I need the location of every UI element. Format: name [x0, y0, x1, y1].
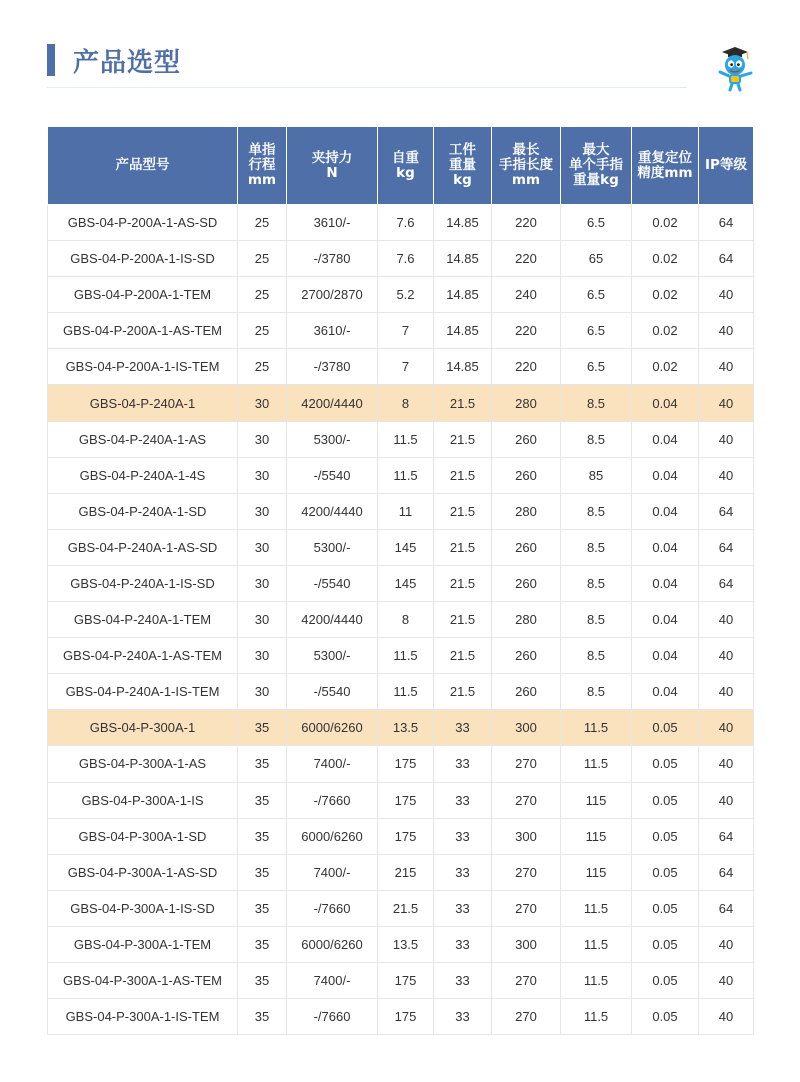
cell-grip-force: -/7660 [287, 890, 378, 926]
cell-workpiece-weight: 21.5 [434, 529, 492, 565]
cell-grip-force: 5300/- [287, 421, 378, 457]
cell-ip-rating: 64 [699, 890, 754, 926]
cell-max-finger-length: 260 [492, 457, 561, 493]
cell-grip-force: 5300/- [287, 529, 378, 565]
cell-self-weight: 175 [378, 746, 434, 782]
cell-model: GBS-04-P-200A-1-IS-TEM [48, 349, 238, 385]
cell-ip-rating: 40 [699, 638, 754, 674]
cell-ip-rating: 64 [699, 854, 754, 890]
cell-ip-rating: 40 [699, 962, 754, 998]
cell-max-finger-length: 220 [492, 205, 561, 241]
cell-max-finger-length: 260 [492, 638, 561, 674]
cell-grip-force: 3610/- [287, 313, 378, 349]
table-row [48, 205, 754, 241]
cell-workpiece-weight: 33 [434, 746, 492, 782]
cell-workpiece-weight: 14.85 [434, 349, 492, 385]
table-row [48, 277, 754, 313]
cell-ip-rating: 40 [699, 746, 754, 782]
cell-max-finger-length: 280 [492, 493, 561, 529]
cell-workpiece-weight: 33 [434, 854, 492, 890]
cell-stroke: 30 [238, 565, 287, 601]
cell-grip-force: 4200/4440 [287, 602, 378, 638]
cell-max-finger-weight: 8.5 [561, 674, 632, 710]
cell-max-finger-weight: 8.5 [561, 565, 632, 601]
cell-ip-rating: 40 [699, 674, 754, 710]
cell-max-finger-length: 260 [492, 674, 561, 710]
cell-self-weight: 21.5 [378, 890, 434, 926]
cell-workpiece-weight: 21.5 [434, 421, 492, 457]
cell-max-finger-weight: 8.5 [561, 385, 632, 421]
cell-stroke: 30 [238, 529, 287, 565]
cell-max-finger-weight: 8.5 [561, 638, 632, 674]
cell-max-finger-weight: 85 [561, 457, 632, 493]
cell-stroke: 25 [238, 205, 287, 241]
table-row [48, 818, 754, 854]
cell-max-finger-length: 260 [492, 529, 561, 565]
cell-max-finger-length: 240 [492, 277, 561, 313]
cell-workpiece-weight: 33 [434, 962, 492, 998]
cell-model: GBS-04-P-200A-1-AS-TEM [48, 313, 238, 349]
cell-max-finger-weight: 11.5 [561, 710, 632, 746]
cell-repeatability: 0.02 [632, 313, 699, 349]
col-header-model: 产品型号 [48, 127, 238, 205]
cell-max-finger-length: 270 [492, 890, 561, 926]
cell-max-finger-length: 270 [492, 999, 561, 1035]
cell-stroke: 30 [238, 674, 287, 710]
cell-model: GBS-04-P-240A-1-IS-TEM [48, 674, 238, 710]
cell-stroke: 35 [238, 746, 287, 782]
table-row [48, 421, 754, 457]
cell-stroke: 25 [238, 313, 287, 349]
cell-repeatability: 0.05 [632, 782, 699, 818]
cell-model: GBS-04-P-240A-1-IS-SD [48, 565, 238, 601]
cell-ip-rating: 40 [699, 602, 754, 638]
cell-model: GBS-04-P-300A-1-TEM [48, 926, 238, 962]
col-header-max-finger-length: 最长 手指长度 mm [492, 127, 561, 205]
cell-self-weight: 7 [378, 313, 434, 349]
cell-grip-force: 2700/2870 [287, 277, 378, 313]
cell-grip-force: 7400/- [287, 746, 378, 782]
cell-max-finger-weight: 8.5 [561, 602, 632, 638]
cell-model: GBS-04-P-240A-1-4S [48, 457, 238, 493]
cell-model: GBS-04-P-240A-1-SD [48, 493, 238, 529]
cell-model: GBS-04-P-200A-1-AS-SD [48, 205, 238, 241]
header-divider [47, 87, 687, 88]
cell-repeatability: 0.05 [632, 746, 699, 782]
cell-model: GBS-04-P-240A-1-TEM [48, 602, 238, 638]
cell-workpiece-weight: 21.5 [434, 457, 492, 493]
cell-max-finger-length: 220 [492, 313, 561, 349]
cell-repeatability: 0.04 [632, 385, 699, 421]
cell-max-finger-weight: 8.5 [561, 421, 632, 457]
cell-model: GBS-04-P-300A-1-AS [48, 746, 238, 782]
table-row [48, 999, 754, 1035]
cell-ip-rating: 64 [699, 818, 754, 854]
cell-grip-force: 4200/4440 [287, 385, 378, 421]
table-row [48, 674, 754, 710]
table-row [48, 565, 754, 601]
table-row [48, 457, 754, 493]
cell-max-finger-length: 270 [492, 962, 561, 998]
col-header-max-finger-weight: 最大 单个手指 重量kg [561, 127, 632, 205]
cell-repeatability: 0.05 [632, 854, 699, 890]
cell-model: GBS-04-P-300A-1 [48, 710, 238, 746]
table-row [48, 962, 754, 998]
cell-self-weight: 175 [378, 782, 434, 818]
cell-ip-rating: 40 [699, 349, 754, 385]
cell-grip-force: 5300/- [287, 638, 378, 674]
cell-workpiece-weight: 21.5 [434, 385, 492, 421]
table-row [48, 746, 754, 782]
cell-stroke: 25 [238, 277, 287, 313]
col-header-stroke: 单指 行程 mm [238, 127, 287, 205]
cell-repeatability: 0.04 [632, 565, 699, 601]
cell-model: GBS-04-P-200A-1-IS-SD [48, 241, 238, 277]
cell-repeatability: 0.05 [632, 926, 699, 962]
cell-model: GBS-04-P-300A-1-SD [48, 818, 238, 854]
cell-self-weight: 11.5 [378, 421, 434, 457]
cell-grip-force: -/7660 [287, 782, 378, 818]
cell-repeatability: 0.04 [632, 421, 699, 457]
cell-model: GBS-04-P-300A-1-AS-SD [48, 854, 238, 890]
cell-max-finger-length: 300 [492, 926, 561, 962]
cell-max-finger-weight: 6.5 [561, 349, 632, 385]
cell-grip-force: -/3780 [287, 349, 378, 385]
table-row [48, 313, 754, 349]
cell-ip-rating: 40 [699, 782, 754, 818]
cell-ip-rating: 40 [699, 421, 754, 457]
cell-self-weight: 145 [378, 529, 434, 565]
title-accent-bar [47, 44, 55, 76]
cell-ip-rating: 40 [699, 926, 754, 962]
cell-stroke: 30 [238, 385, 287, 421]
table-row [48, 782, 754, 818]
cell-max-finger-length: 260 [492, 565, 561, 601]
cell-self-weight: 145 [378, 565, 434, 601]
cell-repeatability: 0.04 [632, 674, 699, 710]
cell-self-weight: 11.5 [378, 638, 434, 674]
cell-ip-rating: 64 [699, 565, 754, 601]
cell-self-weight: 175 [378, 999, 434, 1035]
cell-repeatability: 0.02 [632, 277, 699, 313]
cell-self-weight: 215 [378, 854, 434, 890]
cell-model: GBS-04-P-240A-1-AS-TEM [48, 638, 238, 674]
cell-ip-rating: 40 [699, 710, 754, 746]
table-row [48, 241, 754, 277]
table-row [48, 890, 754, 926]
cell-stroke: 35 [238, 962, 287, 998]
cell-repeatability: 0.02 [632, 349, 699, 385]
cell-max-finger-length: 300 [492, 710, 561, 746]
table-row [48, 926, 754, 962]
cell-max-finger-length: 220 [492, 241, 561, 277]
cell-repeatability: 0.04 [632, 602, 699, 638]
cell-max-finger-length: 270 [492, 854, 561, 890]
cell-max-finger-weight: 65 [561, 241, 632, 277]
cell-ip-rating: 64 [699, 241, 754, 277]
cell-repeatability: 0.05 [632, 962, 699, 998]
cell-self-weight: 7 [378, 349, 434, 385]
cell-stroke: 25 [238, 241, 287, 277]
table-row [48, 602, 754, 638]
cell-self-weight: 11.5 [378, 674, 434, 710]
cell-ip-rating: 40 [699, 457, 754, 493]
cell-max-finger-weight: 8.5 [561, 493, 632, 529]
cell-workpiece-weight: 21.5 [434, 602, 492, 638]
cell-max-finger-weight: 6.5 [561, 205, 632, 241]
cell-ip-rating: 40 [699, 999, 754, 1035]
cell-max-finger-length: 300 [492, 818, 561, 854]
cell-max-finger-weight: 11.5 [561, 890, 632, 926]
cell-self-weight: 13.5 [378, 926, 434, 962]
cell-max-finger-weight: 11.5 [561, 926, 632, 962]
cell-grip-force: 7400/- [287, 962, 378, 998]
cell-grip-force: -/7660 [287, 999, 378, 1035]
cell-stroke: 35 [238, 854, 287, 890]
cell-ip-rating: 64 [699, 493, 754, 529]
table-row [48, 529, 754, 565]
cell-repeatability: 0.02 [632, 241, 699, 277]
cell-repeatability: 0.05 [632, 999, 699, 1035]
cell-workpiece-weight: 21.5 [434, 638, 492, 674]
table-row [48, 385, 754, 421]
cell-max-finger-weight: 11.5 [561, 962, 632, 998]
cell-workpiece-weight: 33 [434, 926, 492, 962]
table-row [48, 854, 754, 890]
cell-model: GBS-04-P-300A-1-IS-TEM [48, 999, 238, 1035]
cell-stroke: 30 [238, 602, 287, 638]
cell-workpiece-weight: 33 [434, 999, 492, 1035]
cell-max-finger-length: 270 [492, 782, 561, 818]
cell-self-weight: 7.6 [378, 205, 434, 241]
cell-repeatability: 0.02 [632, 205, 699, 241]
cell-ip-rating: 64 [699, 205, 754, 241]
cell-grip-force: -/5540 [287, 674, 378, 710]
col-header-repeatability: 重复定位 精度mm [632, 127, 699, 205]
cell-max-finger-weight: 6.5 [561, 277, 632, 313]
cell-max-finger-weight: 115 [561, 854, 632, 890]
cell-stroke: 35 [238, 782, 287, 818]
cell-self-weight: 11.5 [378, 457, 434, 493]
cell-max-finger-weight: 115 [561, 782, 632, 818]
cell-grip-force: 4200/4440 [287, 493, 378, 529]
cell-workpiece-weight: 21.5 [434, 565, 492, 601]
cell-max-finger-length: 280 [492, 385, 561, 421]
cell-repeatability: 0.04 [632, 493, 699, 529]
cell-model: GBS-04-P-300A-1-IS-SD [48, 890, 238, 926]
cell-ip-rating: 40 [699, 277, 754, 313]
cell-repeatability: 0.04 [632, 457, 699, 493]
cell-max-finger-weight: 8.5 [561, 529, 632, 565]
cell-ip-rating: 40 [699, 385, 754, 421]
col-header-workpiece-weight: 工件 重量 kg [434, 127, 492, 205]
cell-max-finger-length: 260 [492, 421, 561, 457]
cell-workpiece-weight: 14.85 [434, 313, 492, 349]
product-selection-table [47, 126, 754, 1035]
cell-stroke: 25 [238, 349, 287, 385]
cell-grip-force: -/3780 [287, 241, 378, 277]
col-header-self-weight: 自重 kg [378, 127, 434, 205]
section-title: 产品选型 [73, 48, 182, 78]
cell-stroke: 30 [238, 457, 287, 493]
cell-self-weight: 8 [378, 385, 434, 421]
cell-stroke: 35 [238, 818, 287, 854]
cell-grip-force: 6000/6260 [287, 926, 378, 962]
cell-max-finger-weight: 11.5 [561, 999, 632, 1035]
cell-self-weight: 8 [378, 602, 434, 638]
cell-repeatability: 0.05 [632, 890, 699, 926]
cell-stroke: 30 [238, 493, 287, 529]
table-row [48, 710, 754, 746]
cell-model: GBS-04-P-300A-1-IS [48, 782, 238, 818]
cell-workpiece-weight: 14.85 [434, 277, 492, 313]
cell-grip-force: 3610/- [287, 205, 378, 241]
cell-repeatability: 0.05 [632, 710, 699, 746]
cell-grip-force: -/5540 [287, 565, 378, 601]
cell-stroke: 35 [238, 926, 287, 962]
cell-max-finger-weight: 6.5 [561, 313, 632, 349]
cell-workpiece-weight: 21.5 [434, 493, 492, 529]
cell-repeatability: 0.04 [632, 529, 699, 565]
cell-model: GBS-04-P-240A-1 [48, 385, 238, 421]
cell-workpiece-weight: 21.5 [434, 674, 492, 710]
cell-max-finger-length: 220 [492, 349, 561, 385]
cell-max-finger-weight: 11.5 [561, 746, 632, 782]
cell-ip-rating: 64 [699, 529, 754, 565]
cell-max-finger-length: 280 [492, 602, 561, 638]
table-row [48, 638, 754, 674]
cell-self-weight: 7.6 [378, 241, 434, 277]
cell-stroke: 35 [238, 710, 287, 746]
cell-model: GBS-04-P-200A-1-TEM [48, 277, 238, 313]
col-header-grip-force: 夹持力 N [287, 127, 378, 205]
cell-stroke: 30 [238, 638, 287, 674]
cell-repeatability: 0.05 [632, 818, 699, 854]
cell-self-weight: 175 [378, 818, 434, 854]
col-header-ip-rating: IP等级 [699, 127, 754, 205]
cell-self-weight: 13.5 [378, 710, 434, 746]
cell-workpiece-weight: 33 [434, 890, 492, 926]
cell-self-weight: 175 [378, 962, 434, 998]
cell-stroke: 30 [238, 421, 287, 457]
cell-self-weight: 11 [378, 493, 434, 529]
cell-model: GBS-04-P-240A-1-AS [48, 421, 238, 457]
cell-repeatability: 0.04 [632, 638, 699, 674]
cell-workpiece-weight: 33 [434, 818, 492, 854]
cell-grip-force: 7400/- [287, 854, 378, 890]
table-row [48, 493, 754, 529]
cell-stroke: 35 [238, 999, 287, 1035]
cell-self-weight: 5.2 [378, 277, 434, 313]
mascot-icon [714, 44, 756, 92]
cell-workpiece-weight: 33 [434, 782, 492, 818]
cell-workpiece-weight: 33 [434, 710, 492, 746]
table-header-row [48, 127, 754, 205]
table-row [48, 349, 754, 385]
cell-grip-force: -/5540 [287, 457, 378, 493]
table-body [48, 205, 754, 1035]
cell-ip-rating: 40 [699, 313, 754, 349]
cell-grip-force: 6000/6260 [287, 818, 378, 854]
cell-workpiece-weight: 14.85 [434, 205, 492, 241]
cell-workpiece-weight: 14.85 [434, 241, 492, 277]
cell-max-finger-length: 270 [492, 746, 561, 782]
section-header [47, 40, 707, 84]
cell-stroke: 35 [238, 890, 287, 926]
cell-grip-force: 6000/6260 [287, 710, 378, 746]
cell-max-finger-weight: 115 [561, 818, 632, 854]
cell-model: GBS-04-P-300A-1-AS-TEM [48, 962, 238, 998]
cell-model: GBS-04-P-240A-1-AS-SD [48, 529, 238, 565]
